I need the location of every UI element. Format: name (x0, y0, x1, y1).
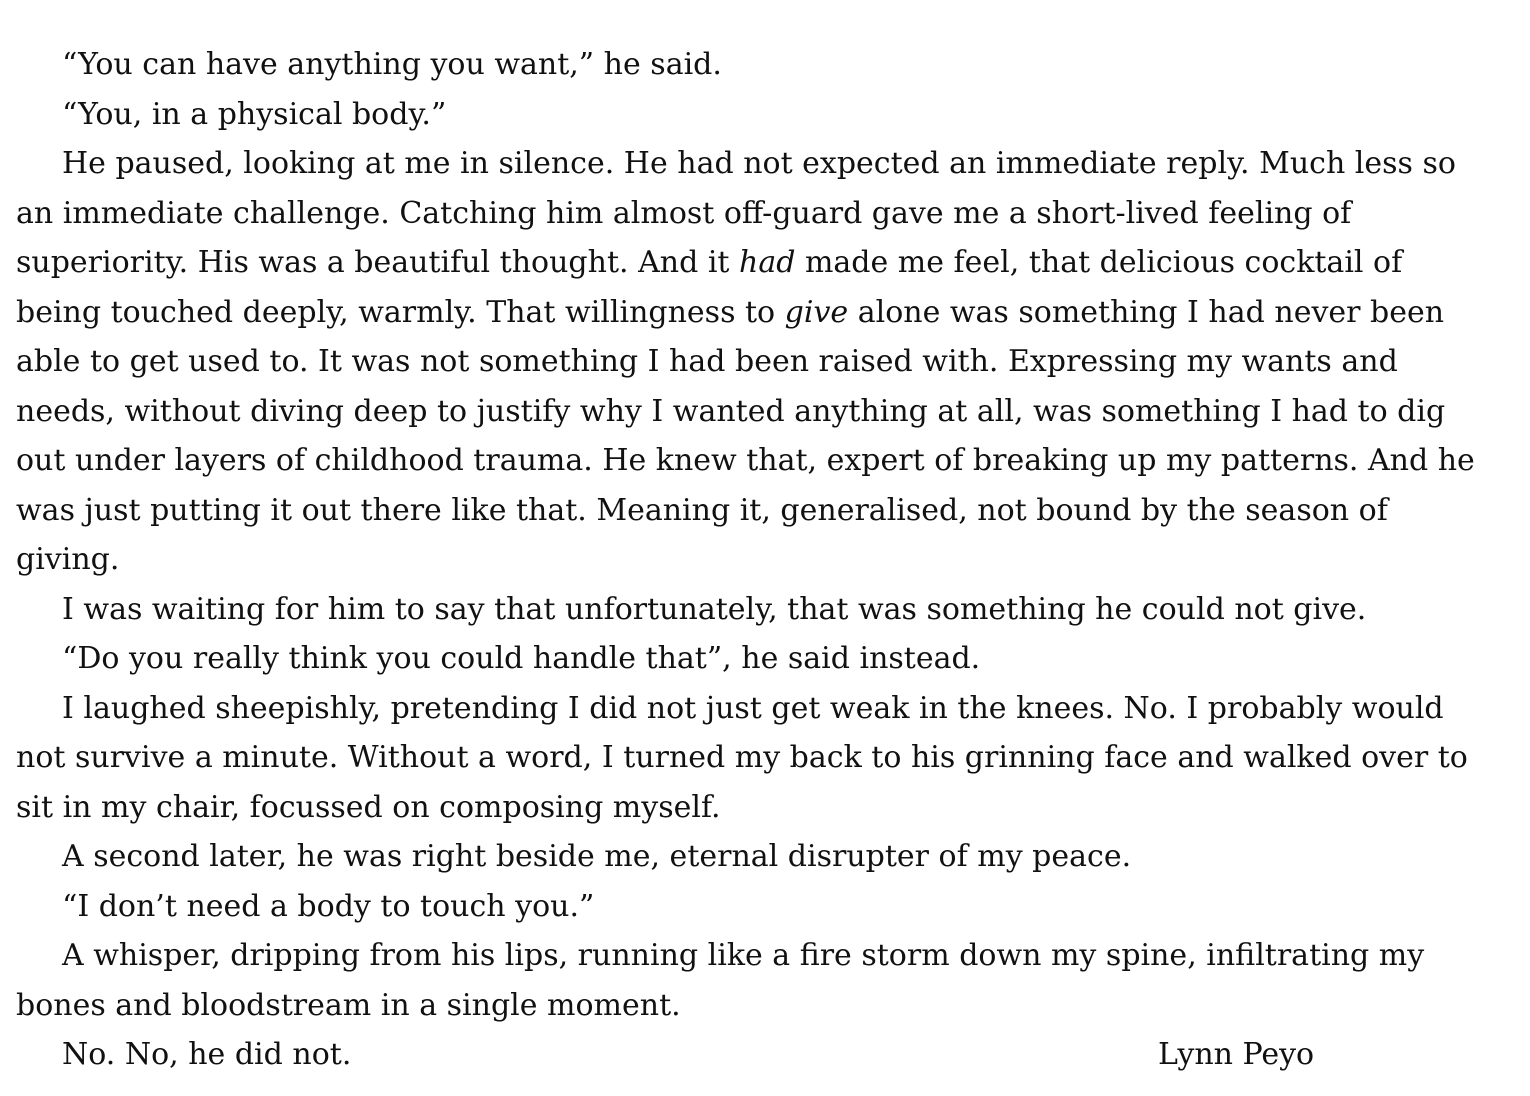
paragraph-text: alone was something I had never been able to get used to. It was not something I had been raised with. Expressing my wants and needs, without diving deep to justify why I wanted anything at all, was something I had to dig out under layers of childhood trauma. He knew that, expert of breaking up my patterns. And he was just putting it out there like that. Meaning it, generalised, not bound by the season of giving. (16, 294, 1475, 577)
emphasis-text: had (739, 245, 796, 280)
paragraph (16, 139, 1476, 585)
paragraph-text: made me feel, that delicious cocktail of being touched deeply, warmly. That willingness to (16, 245, 1403, 330)
paragraph: No. No, he did not. (62, 1037, 352, 1072)
story-text (16, 40, 1476, 1080)
emphasis-text: give (784, 294, 849, 330)
paragraph: I was waiting for him to say that unfortunately, that was something he could not give. (62, 591, 1367, 627)
paragraph: “I don’t need a body to touch you.” (62, 888, 595, 924)
paragraph: “Do you really think you could handle that”, he said instead. (62, 641, 981, 676)
paragraph-text: He paused, looking at me in silence. He had not expected an immediate reply. Much less so an immediate challenge. Catching him almost off-guard gave me a short-lived feeling of superiority. His was a beautiful thought. And it (16, 146, 1456, 280)
paragraph: “You, in a physical body.” (62, 96, 447, 132)
paragraph: A whisper, dripping from his lips, running like a fire storm down my spine, infiltrating my bones and bloodstream in a single moment. (16, 938, 1425, 1023)
paragraph: I laughed sheepishly, pretending I did not just get weak in the knees. No. I probably would not survive a minute. Without a word, I turned my back to his grinning face and walked over to sit in my chair, focussed on composing myself. (16, 690, 1468, 825)
author-signature: Lynn Peyo (1158, 1037, 1315, 1072)
paragraph: “You can have anything you want,” he said. (62, 47, 722, 82)
paragraph: A second later, he was right beside me, eternal disrupter of my peace. (62, 839, 1132, 874)
